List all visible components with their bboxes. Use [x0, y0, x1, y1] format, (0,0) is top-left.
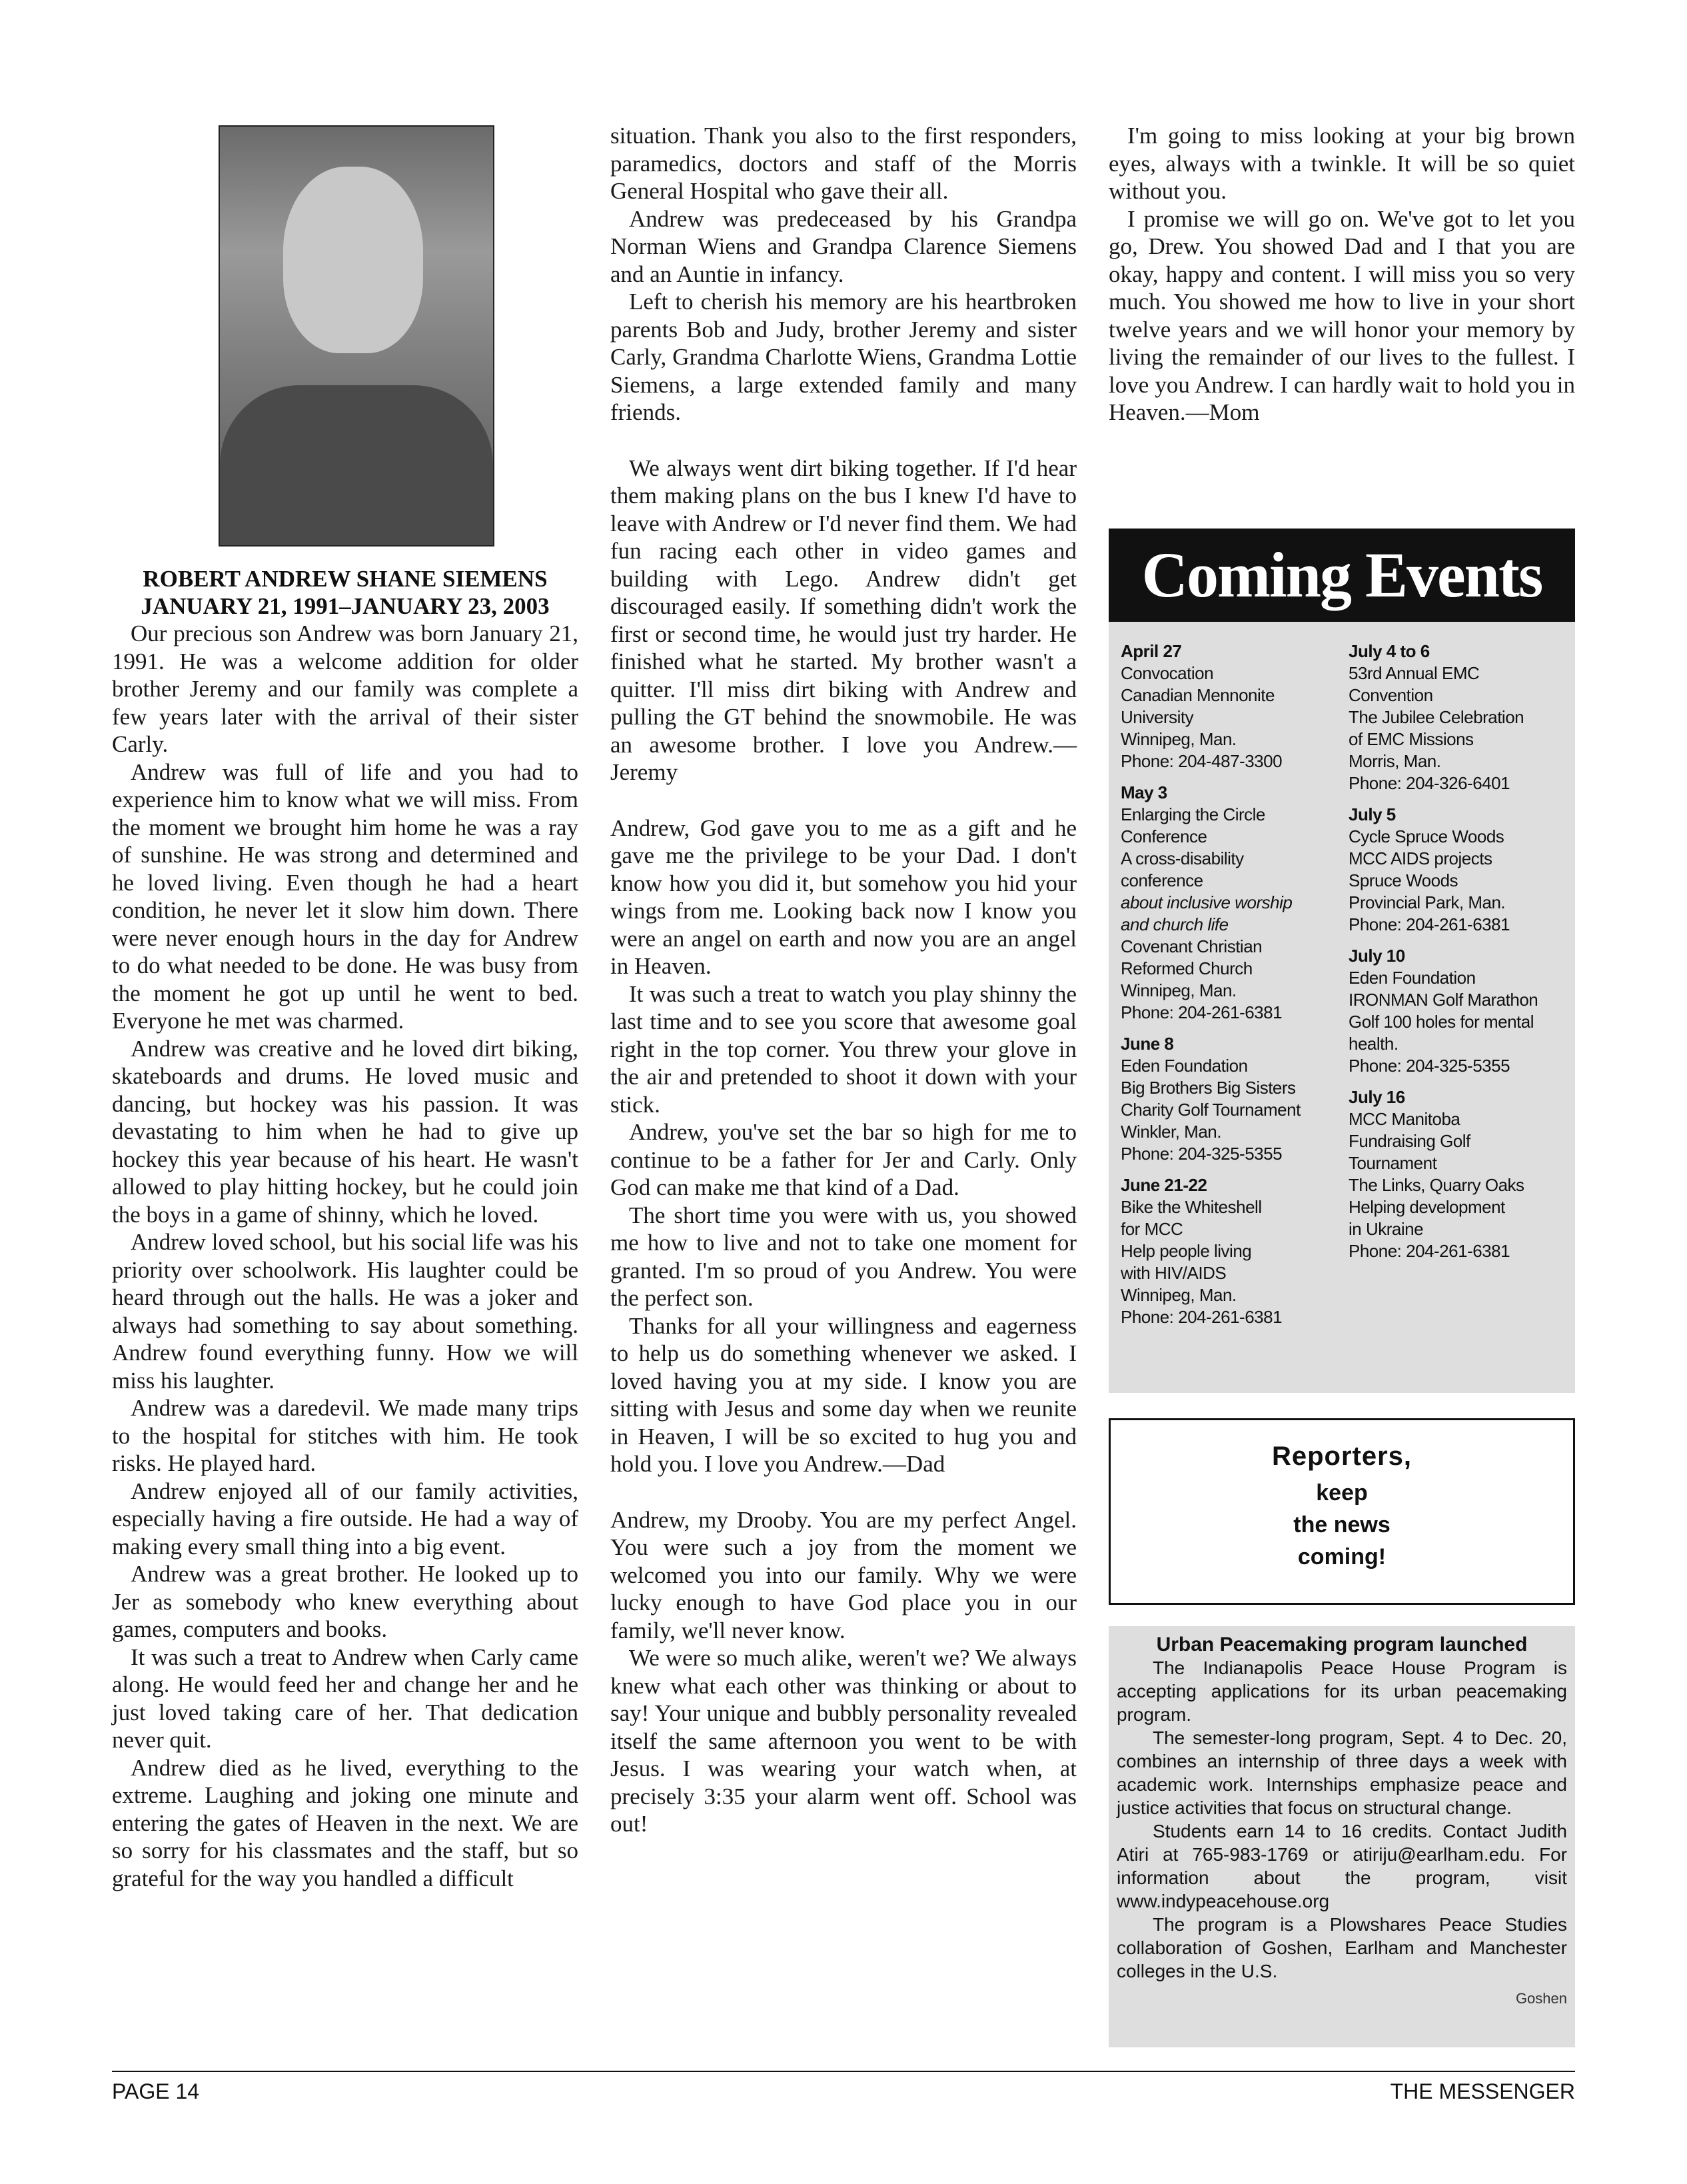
reporters-box: [1109, 1418, 1575, 1605]
paragraph: Andrew, my Drooby. You are my perfect Angel. You were such a joy from the moment we welcomed you into our family. Why we were lucky enough to have God place you in our family, we'll never know.: [610, 1506, 1077, 1643]
paragraph: I'm going to miss looking at your big brown eyes, always with a twinkle. It will be so quiet without you.: [1109, 123, 1575, 204]
paragraph: Andrew was a great brother. He looked up to Jer as somebody who knew everything about games, computers and books.: [112, 1561, 578, 1642]
event-line: Phone: 204-261-6381: [1349, 914, 1510, 934]
event-line: Conference: [1121, 826, 1207, 846]
event-line: for MCC: [1121, 1219, 1183, 1239]
event-line: Phone: 204-325-5355: [1121, 1144, 1283, 1164]
event-line: Phone: 204-261-6381: [1121, 1307, 1283, 1327]
paragraph: Thanks for all your willingness and eagerness to help us do something whenever we asked. I loved having you at my side. I know you are sitting with Jesus and some day when we reunite in Heaven, I will be so excited to hug you and hold you. I love you Andrew.—Dad: [610, 1312, 1077, 1477]
event-date: May 3: [1121, 782, 1167, 802]
event-line: in Ukraine: [1349, 1219, 1424, 1239]
urban-credit: Goshen: [1515, 1990, 1567, 2007]
event-date: June 8: [1121, 1034, 1174, 1054]
event-line: Charity Golf Tournament: [1121, 1100, 1301, 1120]
paragraph: The short time you were with us, you showed me how to live and not to take one moment for granted. I'm so proud of you Andrew. You were the perfect son.: [610, 1202, 1077, 1311]
coming-events-panel: [1109, 622, 1575, 1393]
paragraph: Andrew was a daredevil. We made many trips to the hospital for stitches with him. He took risks. He played hard.: [112, 1395, 578, 1476]
event-date: July 16: [1349, 1087, 1405, 1107]
events-right-column: [1349, 640, 1568, 1262]
event-line: Eden Foundation: [1121, 1056, 1248, 1076]
event-line: of EMC Missions: [1349, 729, 1474, 749]
paragraph: Our precious son Andrew was born January 21, 1991. He was a welcome addition for older brother Jeremy and our family was complete a few years later with the arrival of their sister Carly.: [112, 620, 578, 757]
event-line: A cross-disability: [1121, 848, 1244, 868]
event-line: Eden Foundation: [1349, 968, 1476, 988]
event-line: Fundraising Golf: [1349, 1131, 1470, 1151]
paragraph: Andrew, you've set the bar so high for me to continue to be a father for Jer and Carly. Only God can make me that kind of a Dad.: [610, 1119, 1077, 1200]
event-line: Big Brothers Big Sisters: [1121, 1078, 1296, 1098]
event-line: Phone: 204-325-5355: [1349, 1056, 1510, 1076]
publication-name: THE MESSENGER: [1390, 2079, 1575, 2103]
event-line: Convention: [1349, 685, 1433, 705]
event-line: conference: [1121, 870, 1203, 890]
event-line: MCC AIDS projects: [1349, 848, 1492, 868]
reporters-line: keep: [1316, 1480, 1368, 1506]
paragraph: Andrew loved school, but his social life was his priority over schoolwork. His laughter could be heard through out the halls. He was a joker and always had something to say about something. Andrew found everything funny. How we will miss his laughter.: [112, 1229, 578, 1394]
portrait-photo: [219, 125, 494, 546]
footer-rule: [112, 2071, 1575, 2072]
event-line: Bike the Whiteshell: [1121, 1197, 1262, 1217]
event-line: The Jubilee Celebration: [1349, 707, 1524, 727]
reporters-line: the news: [1293, 1512, 1391, 1538]
obituary-name: ROBERT ANDREW SHANE SIEMENS: [143, 566, 548, 592]
event-line: Provincial Park, Man.: [1349, 892, 1506, 912]
paragraph: Students earn 14 to 16 credits. Contact Judith Atiri at 765-983-1769 or atiriju@earlham.edu. For information about the program, visit www.indypeacehouse.org: [1117, 1821, 1567, 1911]
event-line: Golf 100 holes for mental: [1349, 1012, 1534, 1032]
paragraph: We were so much alike, weren't we? We always knew what each other was thinking or about to say! Your unique and bubbly personality revealed itself the same afternoon you went to be with Jesus. I was wearing your watch when, at precisely 3:35 your alarm went off. School was out!: [610, 1645, 1077, 1837]
paragraph: The semester-long program, Sept. 4 to Dec. 20, combines an internship of three days a week with academic work. Internships emphasize peace and justice activities that focus on structural change.: [1117, 1727, 1567, 1818]
urban-body: [1109, 1656, 1575, 1983]
jeremy-tribute: We always went dirt biking together. If I'd hear them making plans on the bus I knew I'd have to leave with Andrew or I'd never find them. We had fun racing each other in video games and building with Lego. Andrew didn't get discouraged easily. If something didn't work the first or second time, he would just try harder. He finished what he started. My brother wasn't a quitter. I'll miss dirt biking with Andrew and pulling the GT behind the snowmobile. He was an awesome brother. I love you Andrew.—Jeremy: [610, 455, 1077, 785]
event-line: Morris, Man.: [1349, 751, 1441, 771]
reporters-line: Reporters,: [1271, 1442, 1412, 1471]
event-line: about inclusive worship: [1121, 892, 1293, 912]
event-line: Tournament: [1349, 1153, 1437, 1173]
event-line: Cycle Spruce Woods: [1349, 826, 1504, 846]
reporters-line: coming!: [1297, 1544, 1387, 1570]
event-line: Spruce Woods: [1349, 870, 1458, 890]
paragraph: situation. Thank you also to the first responders, paramedics, doctors and staff of the Morris General Hospital who gave their all.: [610, 123, 1077, 204]
photo-shirt: [220, 385, 493, 545]
urban-peacemaking-box: [1109, 1626, 1575, 2047]
event-line: Phone: 204-487-3300: [1121, 751, 1283, 771]
paragraph: It was such a treat to Andrew when Carly came along. He would feed her and change her and he just loved taking care of her. That dedication never quit.: [112, 1643, 578, 1753]
paragraph: The program is a Plowshares Peace Studies collaboration of Goshen, Earlham and Manchester colleges in the U.S.: [1117, 1914, 1567, 1981]
event-date: July 4 to 6: [1349, 641, 1430, 661]
event-line: Winnipeg, Man.: [1121, 980, 1237, 1000]
event-line: Canadian Mennonite: [1121, 685, 1275, 705]
event-line: MCC Manitoba: [1349, 1109, 1460, 1129]
paragraph: Left to cherish his memory are his heartbroken parents Bob and Judy, brother Jeremy and sister Carly, Grandma Charlotte Wiens, Grandma Lottie Siemens, a large extended family and many friends.: [610, 289, 1077, 425]
paragraph: Andrew enjoyed all of our family activities, especially having a fire outside. He had a way of making every small thing into a big event.: [112, 1478, 578, 1560]
obituary-column-1: [112, 620, 578, 1892]
event-date: June 21-22: [1121, 1175, 1207, 1195]
paragraph: Andrew, God gave you to me as a gift and he gave me the privilege to be your Dad. I don't know how you did it, but somehow you hid your wings from me. Looking back now I know you were an angel on earth and now you are an angel in Heaven.: [610, 814, 1077, 979]
paragraph: Andrew was predeceased by his Grandpa Norman Wiens and Grandpa Clarence Siemens and an Auntie in infancy.: [610, 205, 1077, 287]
event-date: July 5: [1349, 804, 1396, 824]
event-line: Winkler, Man.: [1121, 1122, 1221, 1142]
coming-events-title: Coming Events: [1109, 529, 1575, 622]
paragraph: Andrew died as he lived, everything to the extreme. Laughing and joking one minute and entering the gates of Heaven in the next. We are so sorry for his classmates and the staff, but so grateful for the way you handled a difficult: [112, 1754, 578, 1891]
event-line: Phone: 204-261-6381: [1121, 1002, 1283, 1022]
event-line: and church life: [1121, 914, 1229, 934]
paragraph: I promise we will go on. We've got to let you go, Drew. You showed Dad and I that you are okay, happy and content. I will miss you so very much. You showed me how to live in your short twelve years and we will honor your memory by living the remainder of our lives to the fullest. I love you Andrew. I can hardly wait to hold you in Heaven.—Mom: [1109, 205, 1575, 425]
paragraph: Andrew was full of life and you had to experience him to know what we will miss. From the moment we brought him home he was a ray of sunshine. He was strong and determined and he loved living. Even though he had a heart condition, he never let it slow him down. There were never enough hours in the day for Andrew to do what needed to be done. He was busy from the moment he got up until he went to bed. Everyone he met was charmed.: [112, 758, 578, 1034]
event-line: Phone: 204-326-6401: [1349, 773, 1510, 793]
urban-title: Urban Peacemaking program launched: [1156, 1634, 1528, 1655]
event-line: Reformed Church: [1121, 958, 1253, 978]
event-line: The Links, Quarry Oaks: [1349, 1175, 1524, 1195]
event-line: Winnipeg, Man.: [1121, 1285, 1237, 1305]
photo-face: [283, 167, 423, 353]
event-line: Winnipeg, Man.: [1121, 729, 1237, 749]
paragraph: The Indianapolis Peace House Program is accepting applications for its urban peacemaking program.: [1117, 1657, 1567, 1725]
paragraph: It was such a treat to watch you play shinny the last time and to see you score that awesome goal right in the top corner. You threw your glove in the air and pretended to shoot it down with your stick.: [610, 980, 1077, 1118]
event-date: July 10: [1349, 946, 1405, 966]
event-line: Help people living: [1121, 1241, 1252, 1261]
event-line: Helping development: [1349, 1197, 1505, 1217]
paragraph: Andrew was creative and he loved dirt biking, skateboards and drums. He loved music and dancing, but hockey was his passion. It was devastating to him when he had to give up hockey this year because of his heart. He wasn't allowed to play hitting hockey, but he could join the boys in a game of shinny, which he loved.: [112, 1035, 578, 1228]
event-line: IRONMAN Golf Marathon: [1349, 990, 1538, 1010]
page-number: PAGE 14: [112, 2079, 200, 2103]
obituary-column-2: [610, 122, 1077, 1838]
event-line: Convocation: [1121, 663, 1214, 683]
events-left-column: [1121, 640, 1341, 1328]
event-line: University: [1121, 707, 1194, 727]
event-date: April 27: [1121, 641, 1182, 661]
event-line: 53rd Annual EMC: [1349, 663, 1480, 683]
obituary-column-3: [1109, 122, 1575, 427]
event-line: health.: [1349, 1034, 1399, 1054]
event-line: with HIV/AIDS: [1121, 1263, 1227, 1283]
event-line: Covenant Christian: [1121, 936, 1263, 956]
event-line: Phone: 204-261-6381: [1349, 1241, 1510, 1261]
event-line: Enlarging the Circle: [1121, 804, 1265, 824]
obituary-dates: JANUARY 21, 1991–JANUARY 23, 2003: [141, 593, 550, 619]
